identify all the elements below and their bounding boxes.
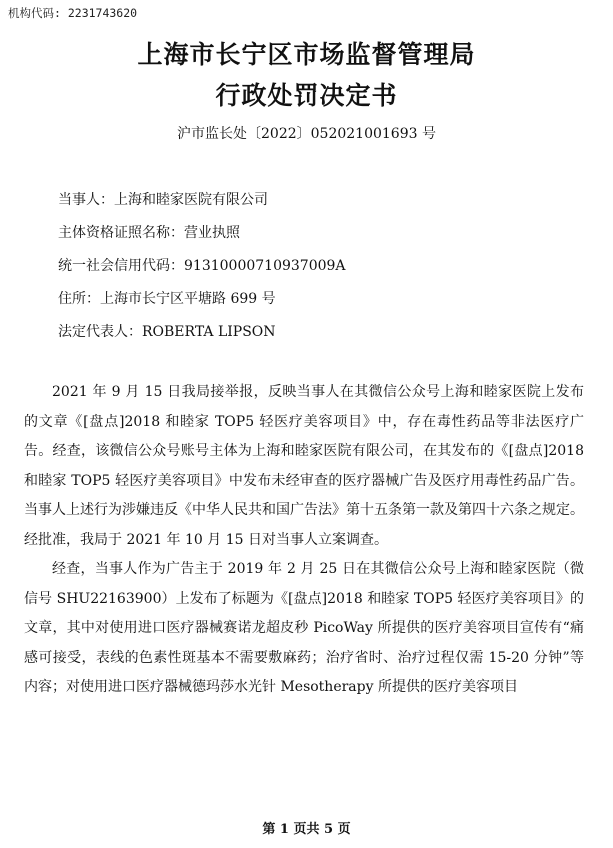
party-legal-rep: 法定代表人：ROBERTA LIPSON [58,324,276,340]
decision-body [24,378,584,703]
document-title-type: 行政处罚决定书 [215,81,398,110]
document-title-authority: 上海市长宁区市场监督管理局 [137,40,476,69]
party-qualification: 主体资格证照名称：营业执照 [58,225,240,241]
document-number: 沪市监长处〔2022〕052021001693 号 [177,126,436,142]
page-number: 第 1 页共 5 页 [262,822,351,837]
party-credit-code: 统一社会信用代码：91310000710937009A [58,258,346,274]
org-code: 机构代码: 2231743620 [8,6,138,20]
party-name: 当事人：上海和睦家医院有限公司 [58,192,268,208]
party-info [58,184,346,349]
paragraph: 经查，当事人作为广告主于 2019 年 2 月 25 日在其微信公众号上海和睦家医院（微信号 SHU22163900）上发布了标题为《[盘点]2018 和睦家 TOP5 轻医疗美容项目》的文章，其中对使用进口医疗器械赛诺龙超皮秒 PicoWay 所提供的医疗美容项目宣传有“痛感可接受，表线的色素性斑基本不需要敷麻药；治疗省时、治疗过程仅需 15-20 分钟”等内容；对使用进口医疗器械德玛莎水光针 Mesotherapy 所提供的医疗美容项目 [24,561,584,695]
paragraph: 2021 年 9 月 15 日我局接举报，反映当事人在其微信公众号上海和睦家医院上发布的文章《[盘点]2018 和睦家 TOP5 轻医疗美容项目》中，存在毒性药品等非法医疗广告。经查，该微信公众号账号主体为上海和睦家医院有限公司，在其发布的《[盘点]2018 和睦家 TOP5 轻医疗美容项目》中发布未经审查的医疗器械广告及医疗用毒性药品广告。当事人上述行为涉嫌违反《中华人民共和国广告法》第十五条第一款及第四十六条之规定。经批准，我局于 2021 年 10 月 15 日对当事人立案调查。 [24,384,584,548]
party-address: 住所：上海市长宁区平塘路 699 号 [58,291,276,307]
